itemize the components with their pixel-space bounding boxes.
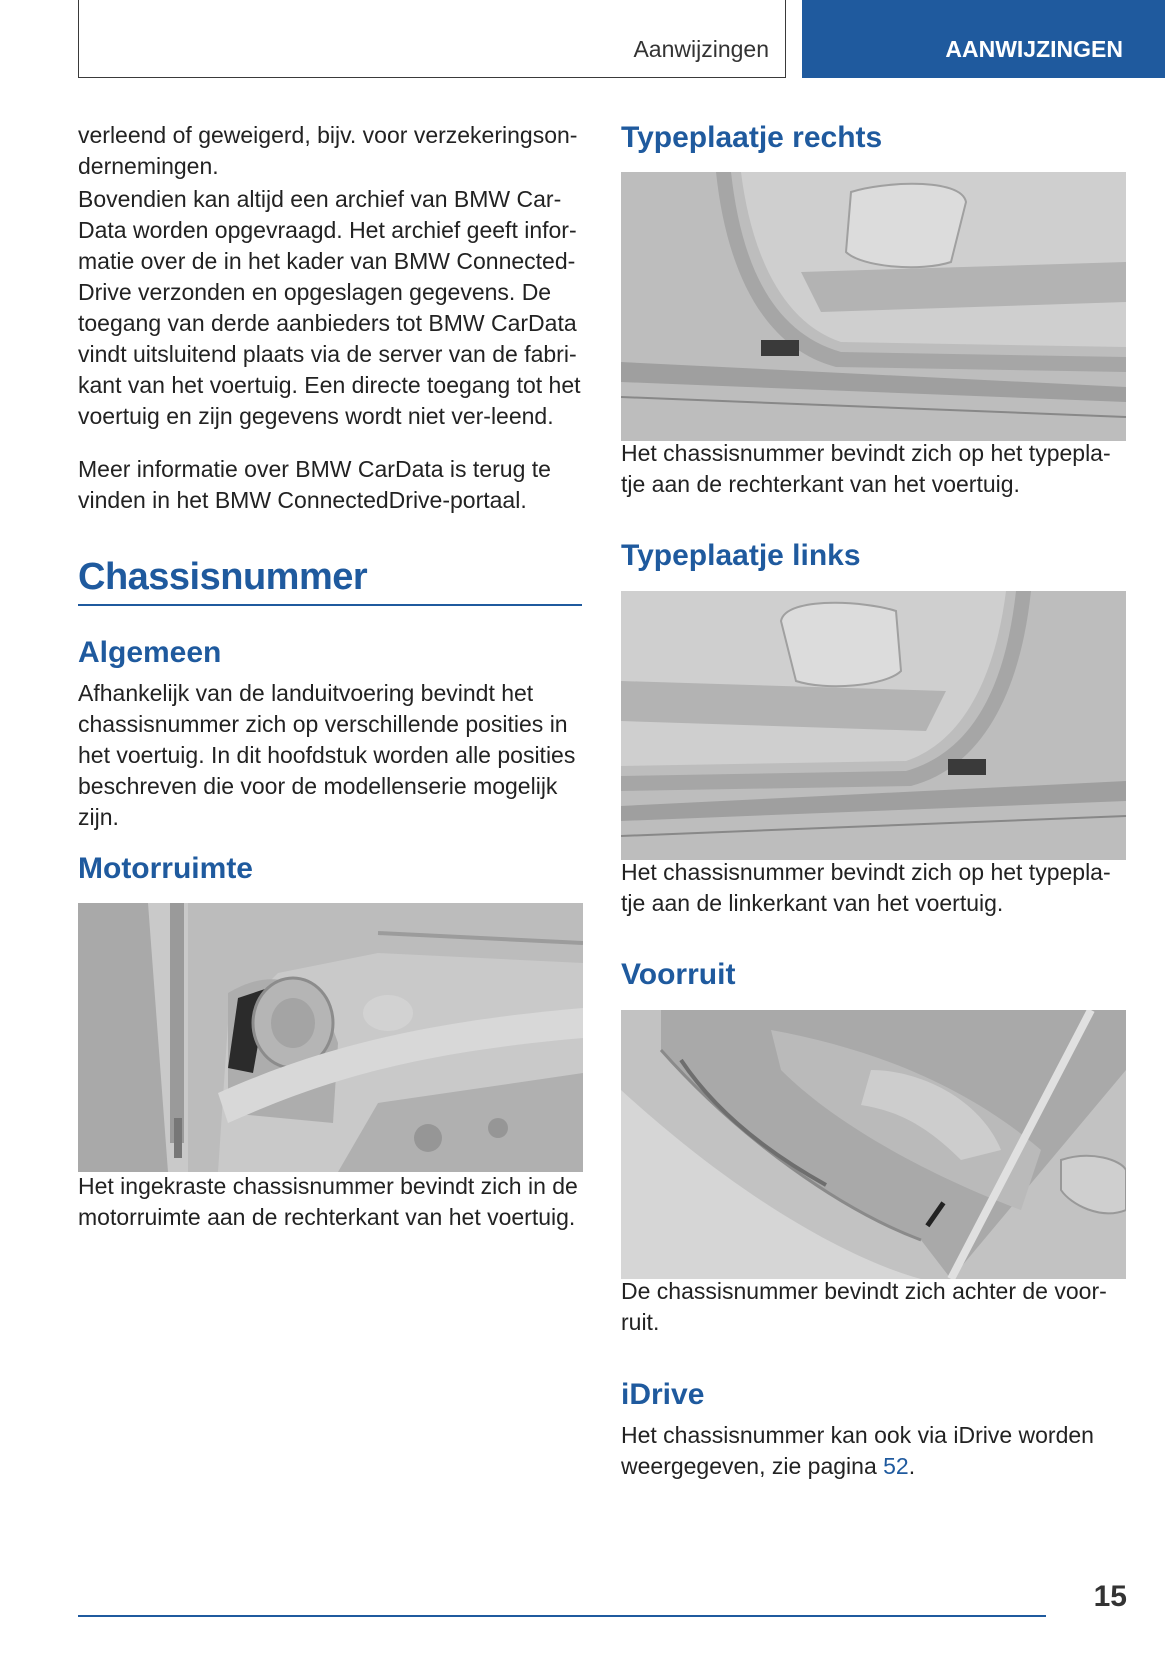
section-title-idrive: iDrive xyxy=(621,1378,705,1411)
paragraph-intro-continued: verleend of geweigerd, bijv. voor verzekeringson-dernemingen. xyxy=(78,122,578,179)
figure-engine-bay xyxy=(78,903,583,1172)
caption-voorruit: De chassisnummer bevindt zich achter de voor-ruit. xyxy=(621,1278,1107,1335)
section-title-motorruimte: Motorruimte xyxy=(78,852,253,885)
idrive-text: Het chassisnummer kan ook via iDrive worden weergegeven, zie pagina xyxy=(621,1422,1094,1479)
paragraph-cardata-info: Meer informatie over BMW CarData is terug te vinden in het BMW ConnectedDrive-portaal. xyxy=(78,456,551,513)
figure-door-sill-left xyxy=(621,591,1126,860)
idrive-text-end: . xyxy=(908,1453,916,1479)
page-link-52[interactable]: 52 xyxy=(883,1453,909,1479)
chapter-title-rule xyxy=(78,604,582,606)
caption-engine-bay: Het ingekraste chassisnummer bevindt zich in de motorruimte aan de rechterkant van het voertuig. xyxy=(78,1173,578,1230)
figure-door-sill-right xyxy=(621,172,1126,441)
caption-typeplaatje-links: Het chassisnummer bevindt zich op het typepla-tje aan de linkerkant van het voertuig. xyxy=(621,859,1111,916)
header-section-label: Aanwijzingen xyxy=(633,36,769,62)
caption-typeplaatje-rechts: Het chassisnummer bevindt zich op het typepla-tje aan de rechterkant van het voertuig. xyxy=(621,440,1111,497)
figure-windshield xyxy=(621,1010,1126,1279)
header-chapter-tab[interactable] xyxy=(802,0,1165,78)
paragraph-algemeen: Afhankelijk van de landuitvoering bevindt het chassisnummer zich op verschillende posities in het voertuig. In dit hoofdstuk worden alle posities beschreven die voor de modellenserie mogelijk zijn. xyxy=(78,680,576,830)
windshield-illustration xyxy=(621,1010,1126,1279)
door-sill-left-illustration xyxy=(621,591,1126,860)
door-sill-right-illustration xyxy=(621,172,1126,441)
chapter-title: Chassisnummer xyxy=(78,556,368,598)
section-title-voorruit: Voorruit xyxy=(621,958,736,991)
engine-bay-illustration xyxy=(78,903,583,1172)
header-frame xyxy=(78,0,786,78)
paragraph-idrive xyxy=(621,1420,1131,1482)
footer-rule xyxy=(78,1615,1046,1617)
header-tab-label: AANWIJZINGEN xyxy=(945,36,1123,62)
paragraph-cardata-archive: Bovendien kan altijd een archief van BMW Car-Data worden opgevraagd. Het archief geeft infor-matie over de in het kader van BMW Connected-Drive verzonden en opgeslagen gegevens. De toegang van derde aanbieders tot BMW CarData vindt uitsluitend plaats via de server van de fabri-kant van het voertuig. Een directe toegang tot het voertuig en zijn gegevens wordt niet ver-leend. xyxy=(78,186,581,429)
section-title-typeplaatje-rechts: Typeplaatje rechts xyxy=(621,121,883,154)
section-title-algemeen: Algemeen xyxy=(78,636,222,669)
section-title-typeplaatje-links: Typeplaatje links xyxy=(621,539,861,572)
page-number: 15 xyxy=(1093,1580,1127,1613)
